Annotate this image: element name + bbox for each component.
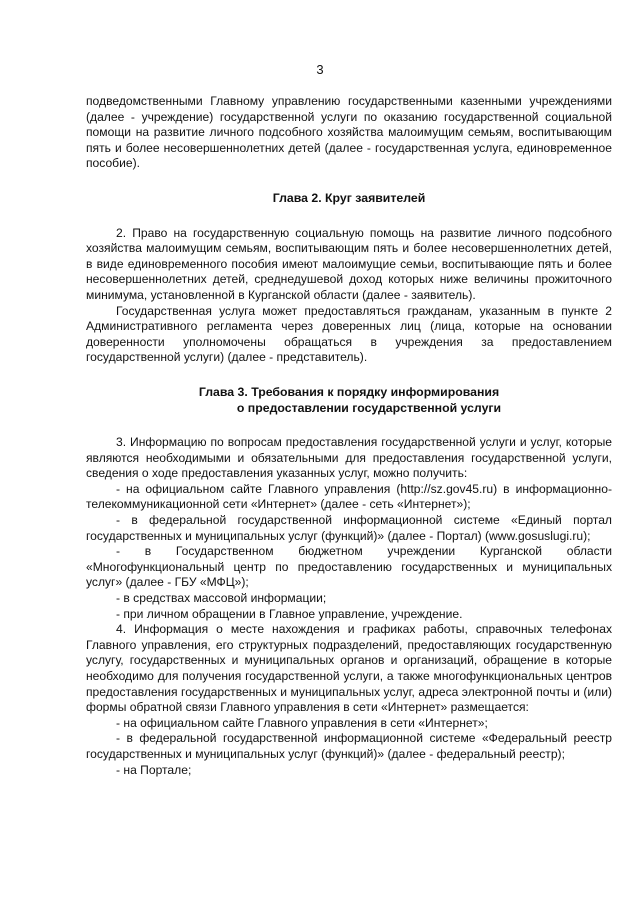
- document-body: [86, 94, 612, 778]
- paragraph-4: 4. Информация о месте нахождения и графиках работы, справочных телефонах Главного управления, его структурных подразделений, предоставляющих государственную услугу, государственных и муниципальных органов и организаций, обращение в которые необходимо для получения государственной услуги, а также многофункциональных центров предоставления государственных и муниципальных услуг, адреса электронной почты и (или) формы обратной связи Главного управления в сети «Интернет» размещается:: [86, 622, 612, 715]
- chapter-3-heading-line-1: Глава 3. Требования к порядку информирования: [198, 384, 500, 399]
- list-item: - в федеральной государственной информационной системе «Единый портал государственных и муниципальных услуг (функций)» (далее - Портал) (www.gosuslugi.ru);: [86, 513, 612, 543]
- paragraph-2-representatives: Государственная услуга может предоставляться гражданам, указанным в пункте 2 Административного регламента через доверенных лиц (лица, которые на основании доверенности уполномочены обращаться в учреждения за предоставлением государственной услуги) (далее - представитель).: [86, 303, 612, 365]
- paragraph-3: 3. Информацию по вопросам предоставления государственной услуги и услуг, которые являются необходимыми и обязательными для предоставления государственной услуги, сведения о ходе предоставления указанных услуг, можно получить:: [86, 435, 612, 481]
- paragraph-2: 2. Право на государственную социальную помощь на развитие личного подсобного хозяйства малоимущим семьям, воспитывающим пять и более несовершеннолетних детей, в виде единовременного пособия имеют малоимущие семьи, воспитывающие пять и более несовершеннолетних детей, среднедушевой доход которых ниже величины прожиточного минимума, установленной в Курганской области (далее - заявитель).: [86, 225, 612, 302]
- list-item: - в федеральной государственной информационной системе «Федеральный реестр государственных и муниципальных услуг (функций)» (далее - федеральный реестр);: [86, 731, 612, 761]
- page-number: 3: [316, 62, 324, 77]
- list-item: - на официальном сайте Главного управления в сети «Интернет»;: [116, 715, 488, 730]
- chapter-2-heading: Глава 2. Круг заявителей: [272, 190, 426, 205]
- chapter-3-heading: [86, 385, 612, 416]
- list-item: - при личном обращении в Главное управление, учреждение.: [116, 606, 463, 621]
- chapter-3-heading-line-2: о предоставлении государственной услуги: [236, 400, 502, 415]
- list-item: - в средствах массовой информации;: [116, 591, 327, 606]
- list-item: - в Государственном бюджетном учреждении Курганской области «Многофункциональный центр по предоставлению государственных и муниципальных услуг» (далее - ГБУ «МФЦ»);: [86, 544, 612, 590]
- list-item: - на Портале;: [116, 762, 192, 777]
- list-item: - на официальном сайте Главного управления (http://sz.gov45.ru) в информационно-телекоммуникационной сети «Интернет» (далее - сеть «Интернет»);: [86, 481, 612, 512]
- intro-paragraph: подведомственными Главному управлению государственными казенными учреждениями (далее - учреждение) государственной услуги по оказанию государственной социальной помощи на развитие личного подсобного хозяйства малоимущим семьям, воспитывающим пять и более несовершеннолетних детей (далее - государственная услуга, единовременное пособие).: [86, 94, 612, 171]
